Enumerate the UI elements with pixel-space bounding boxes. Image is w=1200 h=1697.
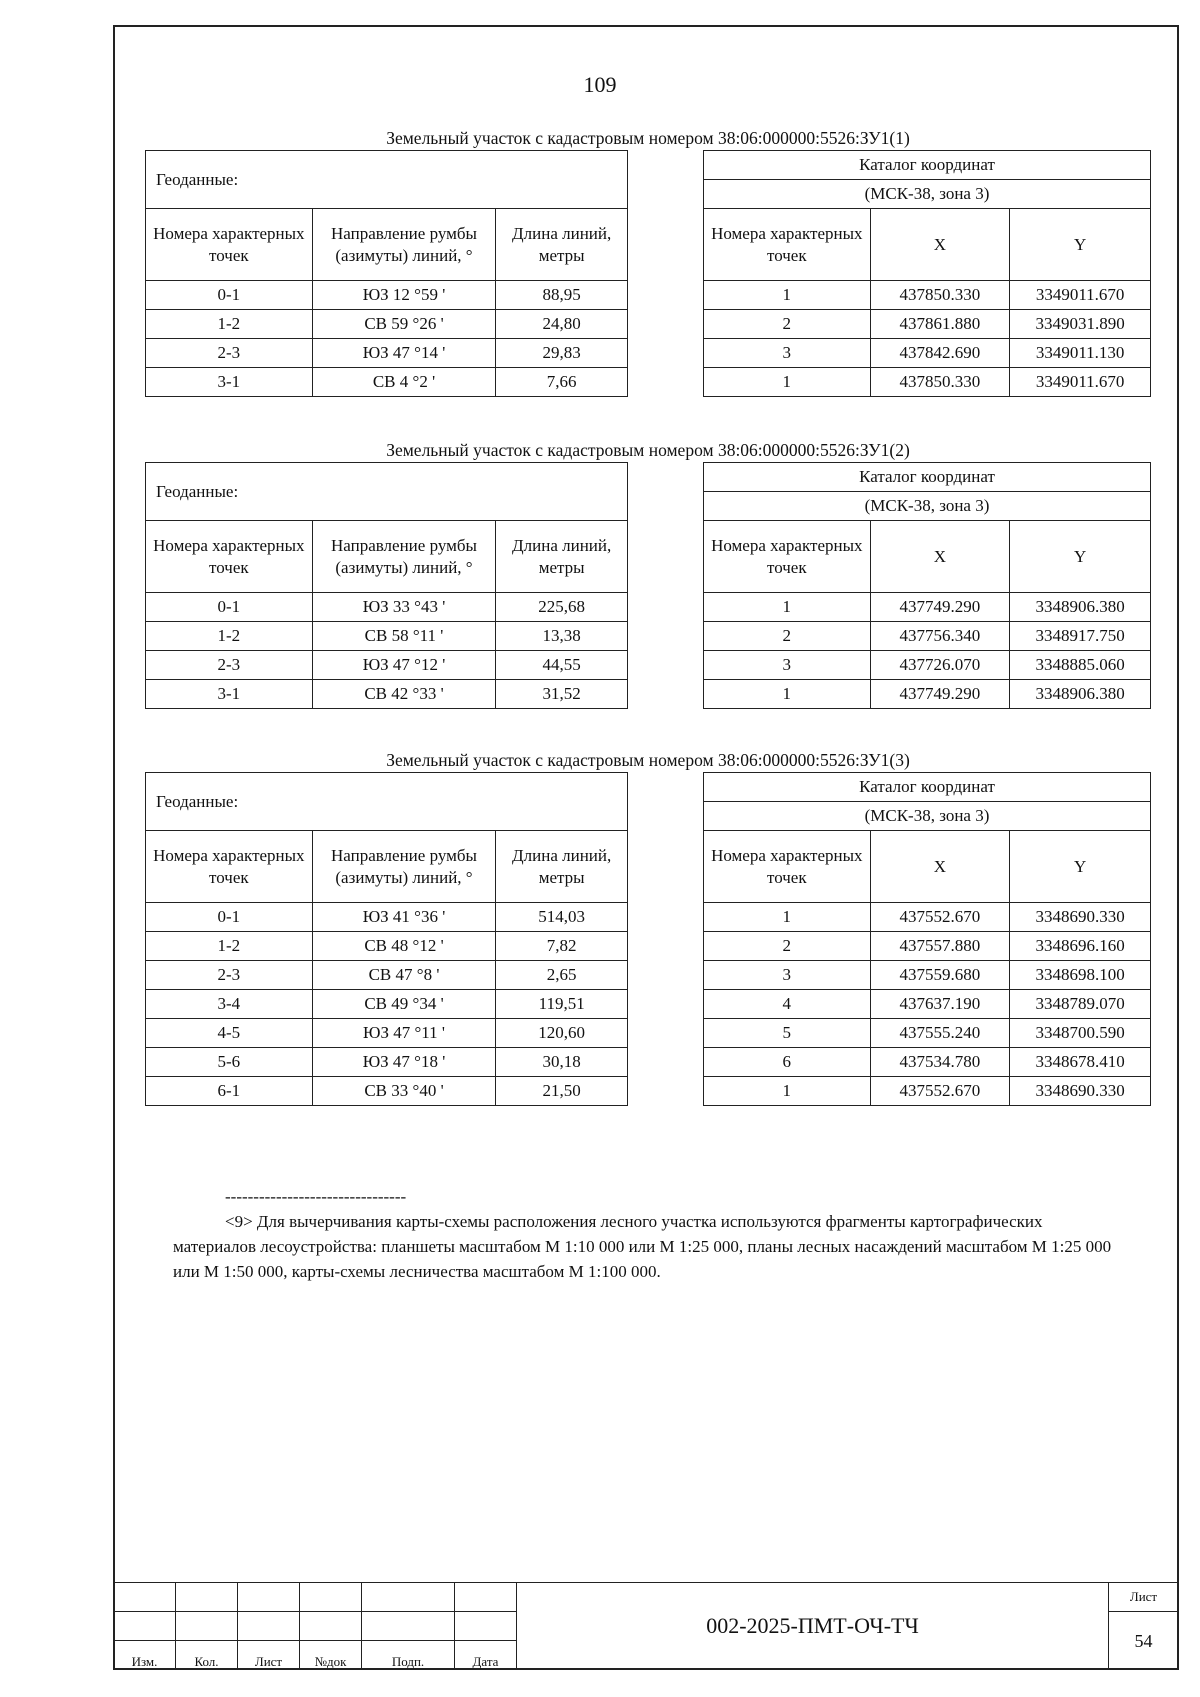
coord-cell: 3349011.670	[1010, 281, 1151, 310]
table-row	[146, 1048, 628, 1077]
table-row	[704, 1019, 1151, 1048]
document-code: 002-2025-ПМТ-ОЧ-ТЧ	[517, 1583, 1109, 1670]
coord-cell: 1	[704, 593, 871, 622]
geo-cell: 120,60	[496, 1019, 628, 1048]
table-row	[704, 651, 1151, 680]
coord-cell: 437534.780	[870, 1048, 1010, 1077]
column-header: Направление румбы (азимуты) линий, °	[312, 209, 496, 281]
coord-cell: 1	[704, 368, 871, 397]
table-row	[704, 1077, 1151, 1106]
coordinate-system: (МСК-38, зона 3)	[704, 492, 1151, 521]
coord-cell: 437842.690	[870, 339, 1010, 368]
coord-cell: 1	[704, 680, 871, 709]
coord-cell: 3	[704, 339, 871, 368]
geo-cell: 1-2	[146, 932, 313, 961]
coord-cell: 3349011.130	[1010, 339, 1151, 368]
geo-cell: 2,65	[496, 961, 628, 990]
column-header: Y	[1010, 209, 1151, 281]
column-header: Номера характерных точек	[146, 521, 313, 593]
coord-cell: 3348789.070	[1010, 990, 1151, 1019]
table-row	[146, 903, 628, 932]
table-row	[704, 368, 1151, 397]
table-row	[704, 593, 1151, 622]
geo-cell: 2-3	[146, 651, 313, 680]
column-header: Длина линий, метры	[496, 209, 628, 281]
geo-cell: 31,52	[496, 680, 628, 709]
coord-cell: 3348917.750	[1010, 622, 1151, 651]
coord-cell: 437552.670	[870, 1077, 1010, 1106]
geo-cell: 3-4	[146, 990, 313, 1019]
coordinate-system: (МСК-38, зона 3)	[704, 802, 1151, 831]
section-title: Земельный участок с кадастровым номером 38:06:000000:5526:ЗУ1(2)	[386, 440, 910, 460]
geo-cell: 3-1	[146, 680, 313, 709]
coord-cell: 3349011.670	[1010, 368, 1151, 397]
table-row	[146, 651, 628, 680]
coord-cell: 3348690.330	[1010, 903, 1151, 932]
geodata-label: Геоданные:	[146, 151, 628, 209]
geo-cell: ЮЗ 47 °12 '	[312, 651, 496, 680]
geodata-table	[145, 462, 628, 709]
geo-cell: 119,51	[496, 990, 628, 1019]
title-block-column-label: №док	[300, 1641, 362, 1670]
geo-cell: 13,38	[496, 622, 628, 651]
section-title: Земельный участок с кадастровым номером 38:06:000000:5526:ЗУ1(3)	[386, 750, 910, 770]
geodata-table	[145, 150, 628, 397]
coord-cell: 437749.290	[870, 680, 1010, 709]
table-row	[146, 281, 628, 310]
geo-cell: ЮЗ 41 °36 '	[312, 903, 496, 932]
coord-cell: 2	[704, 932, 871, 961]
column-header: Направление румбы (азимуты) линий, °	[312, 831, 496, 903]
column-header: X	[870, 521, 1010, 593]
page-number: 109	[583, 72, 617, 97]
geo-cell: 4-5	[146, 1019, 313, 1048]
coord-cell: 437726.070	[870, 651, 1010, 680]
title-block-column-label: Подп.	[362, 1641, 455, 1670]
table-row	[704, 903, 1151, 932]
column-header: Номера характерных точек	[704, 209, 871, 281]
coord-cell: 2	[704, 310, 871, 339]
coord-cell: 1	[704, 903, 871, 932]
coord-cell: 437861.880	[870, 310, 1010, 339]
coordinate-catalog-table	[703, 772, 1151, 1106]
geo-cell: СВ 4 °2 '	[312, 368, 496, 397]
geodata-table	[145, 772, 628, 1106]
geo-cell: СВ 47 °8 '	[312, 961, 496, 990]
column-header: X	[870, 831, 1010, 903]
coord-cell: 3348696.160	[1010, 932, 1151, 961]
geo-cell: 1-2	[146, 310, 313, 339]
title-block-column-label: Изм.	[114, 1641, 176, 1670]
coordinate-catalog-table	[703, 150, 1151, 397]
sheet-label: Лист	[1109, 1583, 1179, 1612]
coord-cell: 1	[704, 281, 871, 310]
column-header: Y	[1010, 521, 1151, 593]
column-header: X	[870, 209, 1010, 281]
coord-cell: 2	[704, 622, 871, 651]
coord-cell: 437749.290	[870, 593, 1010, 622]
catalog-title: Каталог координат	[704, 463, 1151, 492]
title-block-column-label: Дата	[455, 1641, 517, 1670]
catalog-title: Каталог координат	[704, 773, 1151, 802]
geo-cell: 44,55	[496, 651, 628, 680]
geo-cell: 21,50	[496, 1077, 628, 1106]
coord-cell: 3348698.100	[1010, 961, 1151, 990]
geo-cell: 7,66	[496, 368, 628, 397]
geo-cell: 0-1	[146, 281, 313, 310]
coord-cell: 3348885.060	[1010, 651, 1151, 680]
geo-cell: ЮЗ 33 °43 '	[312, 593, 496, 622]
catalog-title: Каталог координат	[704, 151, 1151, 180]
coordinate-catalog-table	[703, 462, 1151, 709]
table-row	[704, 281, 1151, 310]
coord-cell: 437552.670	[870, 903, 1010, 932]
column-header: Длина линий, метры	[496, 521, 628, 593]
geo-cell: 24,80	[496, 310, 628, 339]
table-row	[146, 1077, 628, 1106]
table-row	[704, 310, 1151, 339]
column-header: Y	[1010, 831, 1151, 903]
column-header: Номера характерных точек	[704, 521, 871, 593]
table-row	[146, 1019, 628, 1048]
geo-cell: СВ 48 °12 '	[312, 932, 496, 961]
table-row	[704, 680, 1151, 709]
table-row	[146, 990, 628, 1019]
coord-cell: 3348906.380	[1010, 593, 1151, 622]
geo-cell: 3-1	[146, 368, 313, 397]
table-row	[704, 961, 1151, 990]
geo-cell: 1-2	[146, 622, 313, 651]
column-header: Направление румбы (азимуты) линий, °	[312, 521, 496, 593]
geo-cell: 2-3	[146, 339, 313, 368]
table-row	[146, 932, 628, 961]
table-row	[146, 310, 628, 339]
coord-cell: 3349031.890	[1010, 310, 1151, 339]
geodata-label: Геоданные:	[146, 463, 628, 521]
coord-cell: 437850.330	[870, 281, 1010, 310]
coord-cell: 437850.330	[870, 368, 1010, 397]
geo-cell: 2-3	[146, 961, 313, 990]
table-row	[704, 622, 1151, 651]
table-row	[146, 339, 628, 368]
table-row	[146, 622, 628, 651]
table-row	[704, 339, 1151, 368]
footnote-separator: --------------------------------	[225, 1187, 407, 1206]
coord-cell: 1	[704, 1077, 871, 1106]
geo-cell: 225,68	[496, 593, 628, 622]
geo-cell: СВ 33 °40 '	[312, 1077, 496, 1106]
coord-cell: 3348690.330	[1010, 1077, 1151, 1106]
title-block-column-label: Лист	[238, 1641, 300, 1670]
geo-cell: ЮЗ 47 °11 '	[312, 1019, 496, 1048]
geo-cell: 6-1	[146, 1077, 313, 1106]
geo-cell: ЮЗ 47 °14 '	[312, 339, 496, 368]
geo-cell: ЮЗ 47 °18 '	[312, 1048, 496, 1077]
geo-cell: ЮЗ 12 °59 '	[312, 281, 496, 310]
geo-cell: 0-1	[146, 593, 313, 622]
coord-cell: 437637.190	[870, 990, 1010, 1019]
geo-cell: 30,18	[496, 1048, 628, 1077]
table-row	[146, 368, 628, 397]
title-block-column-label: Кол.	[176, 1641, 238, 1670]
coordinate-system: (МСК-38, зона 3)	[704, 180, 1151, 209]
geo-cell: 88,95	[496, 281, 628, 310]
coord-cell: 437559.680	[870, 961, 1010, 990]
geo-cell: 7,82	[496, 932, 628, 961]
column-header: Номера характерных точек	[146, 831, 313, 903]
table-row	[146, 593, 628, 622]
coord-cell: 437557.880	[870, 932, 1010, 961]
table-row	[146, 961, 628, 990]
table-row	[704, 1048, 1151, 1077]
coord-cell: 437555.240	[870, 1019, 1010, 1048]
coord-cell: 6	[704, 1048, 871, 1077]
geo-cell: 5-6	[146, 1048, 313, 1077]
title-block	[113, 1582, 1179, 1670]
geo-cell: СВ 49 °34 '	[312, 990, 496, 1019]
column-header: Номера характерных точек	[146, 209, 313, 281]
coord-cell: 3348678.410	[1010, 1048, 1151, 1077]
coord-cell: 3348700.590	[1010, 1019, 1151, 1048]
coord-cell: 3	[704, 961, 871, 990]
table-row	[146, 680, 628, 709]
column-header: Длина линий, метры	[496, 831, 628, 903]
section-title: Земельный участок с кадастровым номером 38:06:000000:5526:ЗУ1(1)	[386, 128, 910, 148]
sheet-number: 54	[1109, 1612, 1179, 1670]
geo-cell: СВ 42 °33 '	[312, 680, 496, 709]
geo-cell: 514,03	[496, 903, 628, 932]
coord-cell: 3	[704, 651, 871, 680]
geo-cell: 0-1	[146, 903, 313, 932]
table-row	[704, 932, 1151, 961]
table-row	[704, 990, 1151, 1019]
geodata-label: Геоданные:	[146, 773, 628, 831]
coord-cell: 3348906.380	[1010, 680, 1151, 709]
footnote	[173, 1184, 1128, 1284]
column-header: Номера характерных точек	[704, 831, 871, 903]
coord-cell: 437756.340	[870, 622, 1010, 651]
coord-cell: 4	[704, 990, 871, 1019]
footnote-text: <9> Для вычерчивания карты-схемы расположения лесного участка используются фрагменты картографических материалов лесоустройства: планшеты масштабом М 1:10 000 или М 1:25 000, планы лесных насаждений масштабом М 1:25 000 или М 1:50 000, карты-схемы лесничества масштабом М 1:100 000.	[173, 1212, 1112, 1281]
geo-cell: 29,83	[496, 339, 628, 368]
coord-cell: 5	[704, 1019, 871, 1048]
geo-cell: СВ 58 °11 '	[312, 622, 496, 651]
geo-cell: СВ 59 °26 '	[312, 310, 496, 339]
